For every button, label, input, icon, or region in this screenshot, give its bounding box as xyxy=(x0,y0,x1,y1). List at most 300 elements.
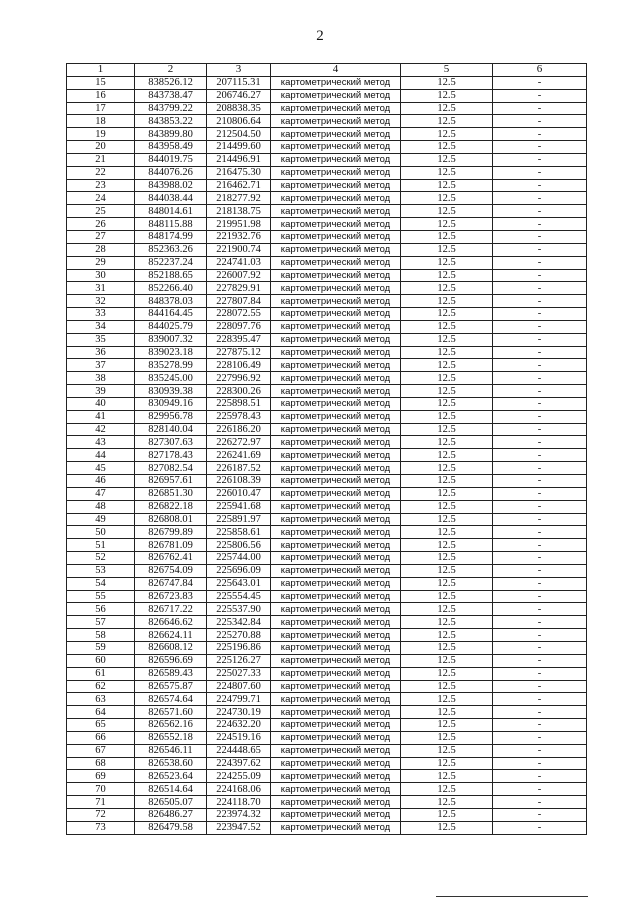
y-coordinate-cell: 225744.00 xyxy=(207,552,271,565)
accuracy-cell: 12.5 xyxy=(401,153,493,166)
point-number-cell: 65 xyxy=(67,719,135,732)
method-cell: картометрический метод xyxy=(271,577,401,590)
method-cell: картометрический метод xyxy=(271,230,401,243)
x-coordinate-cell: 826571.60 xyxy=(135,706,207,719)
y-coordinate-cell: 216462.71 xyxy=(207,179,271,192)
accuracy-cell: 12.5 xyxy=(401,333,493,346)
x-coordinate-cell: 826754.09 xyxy=(135,564,207,577)
x-coordinate-cell: 848014.61 xyxy=(135,205,207,218)
accuracy-cell: 12.5 xyxy=(401,230,493,243)
y-coordinate-cell: 226241.69 xyxy=(207,449,271,462)
x-coordinate-cell: 826851.30 xyxy=(135,487,207,500)
y-coordinate-cell: 218277.92 xyxy=(207,192,271,205)
accuracy-cell: 12.5 xyxy=(401,218,493,231)
x-coordinate-cell: 826624.11 xyxy=(135,629,207,642)
accuracy-cell: 12.5 xyxy=(401,539,493,552)
y-coordinate-cell: 225537.90 xyxy=(207,603,271,616)
accuracy-cell: 12.5 xyxy=(401,667,493,680)
table-row xyxy=(67,320,587,333)
method-cell: картометрический метод xyxy=(271,680,401,693)
table-row xyxy=(67,115,587,128)
y-coordinate-cell: 225941.68 xyxy=(207,500,271,513)
point-number-cell: 27 xyxy=(67,230,135,243)
method-cell: картометрический метод xyxy=(271,821,401,834)
page-number: 2 xyxy=(316,28,324,44)
x-coordinate-cell: 844025.79 xyxy=(135,320,207,333)
table-row xyxy=(67,308,587,321)
y-coordinate-cell: 214499.60 xyxy=(207,141,271,154)
point-number-cell: 35 xyxy=(67,333,135,346)
y-coordinate-cell: 224255.09 xyxy=(207,770,271,783)
y-coordinate-cell: 224741.03 xyxy=(207,256,271,269)
table-row xyxy=(67,654,587,667)
accuracy-cell: 12.5 xyxy=(401,295,493,308)
method-cell: картометрический метод xyxy=(271,808,401,821)
method-cell: картометрический метод xyxy=(271,654,401,667)
accuracy-cell: 12.5 xyxy=(401,693,493,706)
point-number-cell: 29 xyxy=(67,256,135,269)
table-row xyxy=(67,372,587,385)
point-number-cell: 51 xyxy=(67,539,135,552)
point-number-cell: 62 xyxy=(67,680,135,693)
method-cell: картометрический метод xyxy=(271,449,401,462)
y-coordinate-cell: 225196.86 xyxy=(207,641,271,654)
x-coordinate-cell: 852266.40 xyxy=(135,282,207,295)
accuracy-cell: 12.5 xyxy=(401,410,493,423)
x-coordinate-cell: 852363.26 xyxy=(135,243,207,256)
point-number-cell: 44 xyxy=(67,449,135,462)
y-coordinate-cell: 225806.56 xyxy=(207,539,271,552)
method-cell: картометрический метод xyxy=(271,372,401,385)
column-header: 2 xyxy=(135,64,207,77)
note-cell: - xyxy=(493,654,587,667)
accuracy-cell: 12.5 xyxy=(401,744,493,757)
x-coordinate-cell: 826957.61 xyxy=(135,475,207,488)
method-cell: картометрический метод xyxy=(271,308,401,321)
table-row xyxy=(67,282,587,295)
note-cell: - xyxy=(493,564,587,577)
note-cell: - xyxy=(493,693,587,706)
x-coordinate-cell: 826552.18 xyxy=(135,731,207,744)
x-coordinate-cell: 826514.64 xyxy=(135,783,207,796)
note-cell: - xyxy=(493,744,587,757)
y-coordinate-cell: 224519.16 xyxy=(207,731,271,744)
note-cell: - xyxy=(493,590,587,603)
x-coordinate-cell: 843799.22 xyxy=(135,102,207,115)
note-cell: - xyxy=(493,243,587,256)
point-number-cell: 32 xyxy=(67,295,135,308)
method-cell: картометрический метод xyxy=(271,269,401,282)
note-cell: - xyxy=(493,385,587,398)
note-cell: - xyxy=(493,295,587,308)
table-row xyxy=(67,500,587,513)
y-coordinate-cell: 212504.50 xyxy=(207,128,271,141)
table-row xyxy=(67,153,587,166)
method-cell: картометрический метод xyxy=(271,641,401,654)
y-coordinate-cell: 219951.98 xyxy=(207,218,271,231)
table-row xyxy=(67,192,587,205)
method-cell: картометрический метод xyxy=(271,359,401,372)
point-number-cell: 56 xyxy=(67,603,135,616)
method-cell: картометрический метод xyxy=(271,629,401,642)
method-cell: картометрический метод xyxy=(271,192,401,205)
accuracy-cell: 12.5 xyxy=(401,590,493,603)
note-cell: - xyxy=(493,397,587,410)
accuracy-cell: 12.5 xyxy=(401,462,493,475)
x-coordinate-cell: 826608.12 xyxy=(135,641,207,654)
note-cell: - xyxy=(493,410,587,423)
note-cell: - xyxy=(493,218,587,231)
note-cell: - xyxy=(493,115,587,128)
point-number-cell: 69 xyxy=(67,770,135,783)
accuracy-cell: 12.5 xyxy=(401,770,493,783)
note-cell: - xyxy=(493,102,587,115)
accuracy-cell: 12.5 xyxy=(401,487,493,500)
y-coordinate-cell: 227996.92 xyxy=(207,372,271,385)
note-cell: - xyxy=(493,436,587,449)
column-header: 1 xyxy=(67,64,135,77)
method-cell: картометрический метод xyxy=(271,256,401,269)
table-row xyxy=(67,346,587,359)
method-cell: картометрический метод xyxy=(271,539,401,552)
table-row xyxy=(67,256,587,269)
x-coordinate-cell: 848115.88 xyxy=(135,218,207,231)
table-row xyxy=(67,603,587,616)
column-header: 3 xyxy=(207,64,271,77)
table-row xyxy=(67,410,587,423)
table-row xyxy=(67,487,587,500)
y-coordinate-cell: 227875.12 xyxy=(207,346,271,359)
method-cell: картометрический метод xyxy=(271,500,401,513)
point-number-cell: 25 xyxy=(67,205,135,218)
footer-rule xyxy=(436,896,588,897)
point-number-cell: 48 xyxy=(67,500,135,513)
x-coordinate-cell: 826546.11 xyxy=(135,744,207,757)
accuracy-cell: 12.5 xyxy=(401,796,493,809)
accuracy-cell: 12.5 xyxy=(401,706,493,719)
point-number-cell: 28 xyxy=(67,243,135,256)
table-row xyxy=(67,475,587,488)
accuracy-cell: 12.5 xyxy=(401,603,493,616)
table-row xyxy=(67,243,587,256)
y-coordinate-cell: 225898.51 xyxy=(207,397,271,410)
method-cell: картометрический метод xyxy=(271,205,401,218)
x-coordinate-cell: 830949.16 xyxy=(135,397,207,410)
accuracy-cell: 12.5 xyxy=(401,552,493,565)
y-coordinate-cell: 221932.76 xyxy=(207,230,271,243)
table-row xyxy=(67,166,587,179)
table-row xyxy=(67,693,587,706)
x-coordinate-cell: 826589.43 xyxy=(135,667,207,680)
table-row xyxy=(67,577,587,590)
note-cell: - xyxy=(493,513,587,526)
table-row xyxy=(67,449,587,462)
accuracy-cell: 12.5 xyxy=(401,320,493,333)
table-row xyxy=(67,230,587,243)
note-cell: - xyxy=(493,667,587,680)
point-number-cell: 49 xyxy=(67,513,135,526)
note-cell: - xyxy=(493,808,587,821)
table-row xyxy=(67,629,587,642)
table-row xyxy=(67,102,587,115)
column-header: 6 xyxy=(493,64,587,77)
note-cell: - xyxy=(493,230,587,243)
note-cell: - xyxy=(493,423,587,436)
accuracy-cell: 12.5 xyxy=(401,475,493,488)
note-cell: - xyxy=(493,629,587,642)
table-row xyxy=(67,641,587,654)
method-cell: картометрический метод xyxy=(271,333,401,346)
note-cell: - xyxy=(493,372,587,385)
table-row xyxy=(67,667,587,680)
method-cell: картометрический метод xyxy=(271,166,401,179)
method-cell: картометрический метод xyxy=(271,590,401,603)
x-coordinate-cell: 826575.87 xyxy=(135,680,207,693)
y-coordinate-cell: 224448.65 xyxy=(207,744,271,757)
note-cell: - xyxy=(493,603,587,616)
note-cell: - xyxy=(493,487,587,500)
y-coordinate-cell: 226187.52 xyxy=(207,462,271,475)
note-cell: - xyxy=(493,821,587,834)
point-number-cell: 46 xyxy=(67,475,135,488)
accuracy-cell: 12.5 xyxy=(401,205,493,218)
y-coordinate-cell: 224799.71 xyxy=(207,693,271,706)
accuracy-cell: 12.5 xyxy=(401,513,493,526)
table-row xyxy=(67,179,587,192)
y-coordinate-cell: 226108.39 xyxy=(207,475,271,488)
y-coordinate-cell: 225342.84 xyxy=(207,616,271,629)
y-coordinate-cell: 221900.74 xyxy=(207,243,271,256)
accuracy-cell: 12.5 xyxy=(401,449,493,462)
table-row xyxy=(67,89,587,102)
point-number-cell: 71 xyxy=(67,796,135,809)
note-cell: - xyxy=(493,462,587,475)
accuracy-cell: 12.5 xyxy=(401,731,493,744)
x-coordinate-cell: 844019.75 xyxy=(135,153,207,166)
point-number-cell: 53 xyxy=(67,564,135,577)
y-coordinate-cell: 228072.55 xyxy=(207,308,271,321)
note-cell: - xyxy=(493,731,587,744)
method-cell: картометрический метод xyxy=(271,295,401,308)
method-cell: картометрический метод xyxy=(271,115,401,128)
point-number-cell: 47 xyxy=(67,487,135,500)
table-row xyxy=(67,513,587,526)
table-row xyxy=(67,719,587,732)
note-cell: - xyxy=(493,308,587,321)
x-coordinate-cell: 852188.65 xyxy=(135,269,207,282)
x-coordinate-cell: 826486.27 xyxy=(135,808,207,821)
note-cell: - xyxy=(493,616,587,629)
accuracy-cell: 12.5 xyxy=(401,385,493,398)
note-cell: - xyxy=(493,359,587,372)
table-row xyxy=(67,564,587,577)
accuracy-cell: 12.5 xyxy=(401,372,493,385)
method-cell: картометрический метод xyxy=(271,667,401,680)
y-coordinate-cell: 207115.31 xyxy=(207,76,271,89)
table-row xyxy=(67,295,587,308)
point-number-cell: 72 xyxy=(67,808,135,821)
y-coordinate-cell: 206746.27 xyxy=(207,89,271,102)
note-cell: - xyxy=(493,192,587,205)
y-coordinate-cell: 227829.91 xyxy=(207,282,271,295)
point-number-cell: 16 xyxy=(67,89,135,102)
accuracy-cell: 12.5 xyxy=(401,641,493,654)
y-coordinate-cell: 228106.49 xyxy=(207,359,271,372)
y-coordinate-cell: 225270.88 xyxy=(207,629,271,642)
y-coordinate-cell: 224730.19 xyxy=(207,706,271,719)
method-cell: картометрический метод xyxy=(271,526,401,539)
note-cell: - xyxy=(493,706,587,719)
method-cell: картометрический метод xyxy=(271,719,401,732)
x-coordinate-cell: 826747.84 xyxy=(135,577,207,590)
accuracy-cell: 12.5 xyxy=(401,654,493,667)
table-row xyxy=(67,462,587,475)
point-number-cell: 67 xyxy=(67,744,135,757)
accuracy-cell: 12.5 xyxy=(401,783,493,796)
method-cell: картометрический метод xyxy=(271,410,401,423)
x-coordinate-cell: 826505.07 xyxy=(135,796,207,809)
y-coordinate-cell: 226186.20 xyxy=(207,423,271,436)
y-coordinate-cell: 226272.97 xyxy=(207,436,271,449)
y-coordinate-cell: 225027.33 xyxy=(207,667,271,680)
x-coordinate-cell: 828140.04 xyxy=(135,423,207,436)
accuracy-cell: 12.5 xyxy=(401,76,493,89)
method-cell: картометрический метод xyxy=(271,783,401,796)
table-row xyxy=(67,552,587,565)
point-number-cell: 15 xyxy=(67,76,135,89)
accuracy-cell: 12.5 xyxy=(401,346,493,359)
point-number-cell: 60 xyxy=(67,654,135,667)
accuracy-cell: 12.5 xyxy=(401,680,493,693)
accuracy-cell: 12.5 xyxy=(401,577,493,590)
point-number-cell: 57 xyxy=(67,616,135,629)
point-number-cell: 17 xyxy=(67,102,135,115)
point-number-cell: 18 xyxy=(67,115,135,128)
table-row xyxy=(67,590,587,603)
note-cell: - xyxy=(493,552,587,565)
method-cell: картометрический метод xyxy=(271,141,401,154)
method-cell: картометрический метод xyxy=(271,397,401,410)
method-cell: картометрический метод xyxy=(271,693,401,706)
accuracy-cell: 12.5 xyxy=(401,256,493,269)
x-coordinate-cell: 835278.99 xyxy=(135,359,207,372)
method-cell: картометрический метод xyxy=(271,475,401,488)
table-row xyxy=(67,333,587,346)
x-coordinate-cell: 843988.02 xyxy=(135,179,207,192)
note-cell: - xyxy=(493,320,587,333)
x-coordinate-cell: 827082.54 xyxy=(135,462,207,475)
x-coordinate-cell: 843853.22 xyxy=(135,115,207,128)
method-cell: картометрический метод xyxy=(271,706,401,719)
x-coordinate-cell: 848378.03 xyxy=(135,295,207,308)
x-coordinate-cell: 826781.09 xyxy=(135,539,207,552)
point-number-cell: 55 xyxy=(67,590,135,603)
y-coordinate-cell: 226010.47 xyxy=(207,487,271,500)
point-number-cell: 70 xyxy=(67,783,135,796)
accuracy-cell: 12.5 xyxy=(401,192,493,205)
method-cell: картометрический метод xyxy=(271,385,401,398)
method-cell: картометрический метод xyxy=(271,770,401,783)
accuracy-cell: 12.5 xyxy=(401,629,493,642)
x-coordinate-cell: 844038.44 xyxy=(135,192,207,205)
x-coordinate-cell: 827307.63 xyxy=(135,436,207,449)
point-number-cell: 30 xyxy=(67,269,135,282)
x-coordinate-cell: 829956.78 xyxy=(135,410,207,423)
y-coordinate-cell: 210806.64 xyxy=(207,115,271,128)
table-row xyxy=(67,205,587,218)
table-body xyxy=(67,76,587,834)
y-coordinate-cell: 225978.43 xyxy=(207,410,271,423)
table-row xyxy=(67,757,587,770)
accuracy-cell: 12.5 xyxy=(401,564,493,577)
y-coordinate-cell: 226007.92 xyxy=(207,269,271,282)
note-cell: - xyxy=(493,757,587,770)
note-cell: - xyxy=(493,346,587,359)
note-cell: - xyxy=(493,577,587,590)
note-cell: - xyxy=(493,89,587,102)
y-coordinate-cell: 228097.76 xyxy=(207,320,271,333)
note-cell: - xyxy=(493,76,587,89)
note-cell: - xyxy=(493,526,587,539)
accuracy-cell: 12.5 xyxy=(401,423,493,436)
point-number-cell: 59 xyxy=(67,641,135,654)
y-coordinate-cell: 225858.61 xyxy=(207,526,271,539)
note-cell: - xyxy=(493,449,587,462)
note-cell: - xyxy=(493,796,587,809)
point-number-cell: 19 xyxy=(67,128,135,141)
accuracy-cell: 12.5 xyxy=(401,397,493,410)
point-number-cell: 73 xyxy=(67,821,135,834)
accuracy-cell: 12.5 xyxy=(401,89,493,102)
table-row xyxy=(67,423,587,436)
method-cell: картометрический метод xyxy=(271,346,401,359)
point-number-cell: 36 xyxy=(67,346,135,359)
accuracy-cell: 12.5 xyxy=(401,128,493,141)
table-row xyxy=(67,385,587,398)
table-row xyxy=(67,526,587,539)
note-cell: - xyxy=(493,179,587,192)
y-coordinate-cell: 224632.20 xyxy=(207,719,271,732)
y-coordinate-cell: 224118.70 xyxy=(207,796,271,809)
table-row xyxy=(67,731,587,744)
method-cell: картометрический метод xyxy=(271,320,401,333)
y-coordinate-cell: 223947.52 xyxy=(207,821,271,834)
x-coordinate-cell: 826799.89 xyxy=(135,526,207,539)
note-cell: - xyxy=(493,500,587,513)
table-row xyxy=(67,706,587,719)
x-coordinate-cell: 843738.47 xyxy=(135,89,207,102)
accuracy-cell: 12.5 xyxy=(401,719,493,732)
method-cell: картометрический метод xyxy=(271,552,401,565)
point-number-cell: 54 xyxy=(67,577,135,590)
y-coordinate-cell: 224168.06 xyxy=(207,783,271,796)
accuracy-cell: 12.5 xyxy=(401,500,493,513)
table-row xyxy=(67,796,587,809)
method-cell: картометрический метод xyxy=(271,564,401,577)
x-coordinate-cell: 826596.69 xyxy=(135,654,207,667)
point-number-cell: 26 xyxy=(67,218,135,231)
x-coordinate-cell: 839023.18 xyxy=(135,346,207,359)
method-cell: картометрический метод xyxy=(271,282,401,295)
x-coordinate-cell: 844076.26 xyxy=(135,166,207,179)
point-number-cell: 33 xyxy=(67,308,135,321)
x-coordinate-cell: 843899.80 xyxy=(135,128,207,141)
point-number-cell: 24 xyxy=(67,192,135,205)
accuracy-cell: 12.5 xyxy=(401,359,493,372)
method-cell: картометрический метод xyxy=(271,462,401,475)
y-coordinate-cell: 216475.30 xyxy=(207,166,271,179)
point-number-cell: 42 xyxy=(67,423,135,436)
